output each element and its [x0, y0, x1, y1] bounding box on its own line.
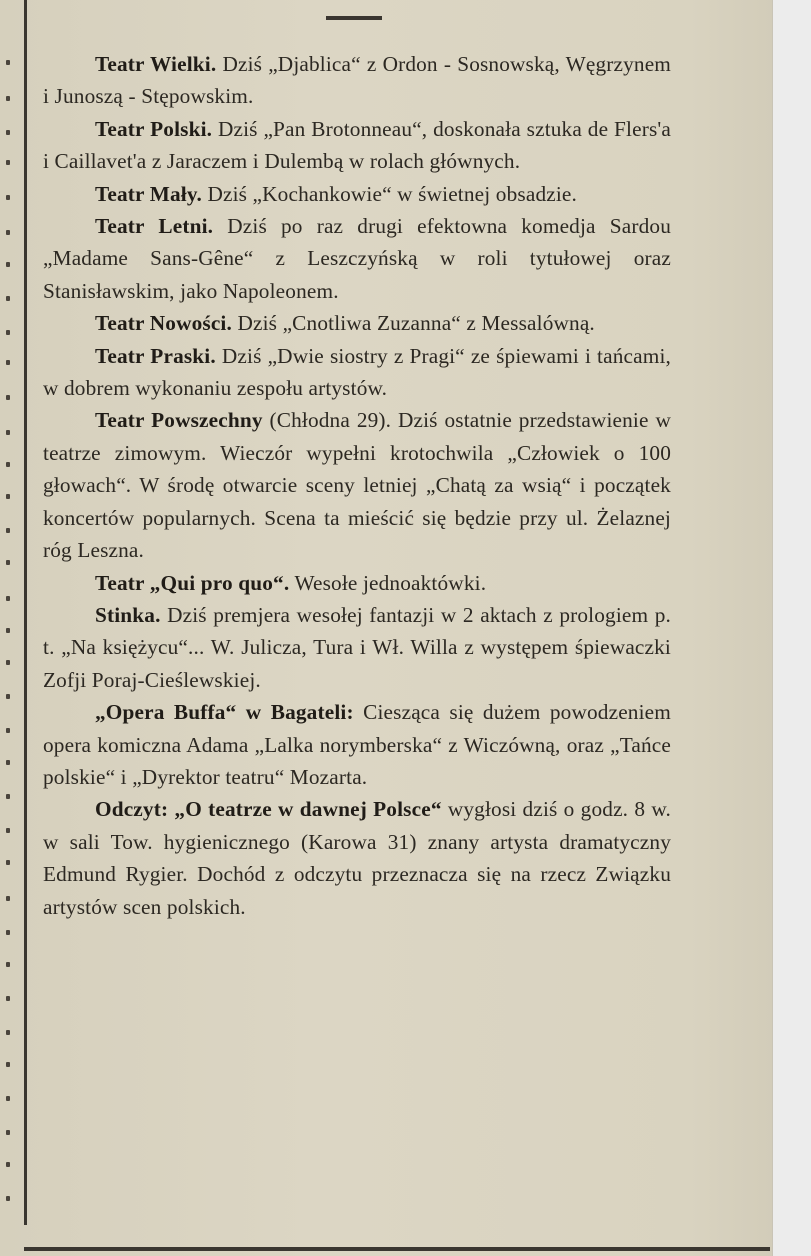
notice-text: Dziś „Djablica“ z Ordon - Sosnowską, Węgrzynem i Junoszą - Stępowskim. — [43, 52, 672, 109]
notice-lead: Teatr „Qui pro quo“. — [95, 570, 290, 595]
notice-text: Dziś premjera wesołej fantazji w 2 aktach z prologiem p. t. „Na księżycu“... W. Juliсza, Tura i Wł. Willa z występem śpiewaczki Zofji Poraj-Cieślewskiej. — [43, 602, 671, 692]
notice-text: wygłosi dziś o godz. 8 w. w sali Tow. hygienicznego (Karowa 31) znany artysta dramatyczny Edmund Rygier. Dochód z odczytu przeznacza się na rzecz Związku artystów scen polskich. — [43, 797, 671, 919]
notice-text: Dziś „Cnotliwa Zuzanna“ z Messalówną. — [237, 311, 595, 336]
notice-lead: „Opera Buffa“ w Bagateli: — [95, 700, 354, 725]
notice-odczyt — [43, 793, 671, 923]
notice-lead: Teatr Letni. — [95, 214, 214, 239]
notice-text: Dziś „Kochankowie“ w świetnej obsadzie. — [207, 181, 577, 206]
notice-text: Dziś „Dwie siostry z Pragi“ ze śpiewami i tańcami, w dobrem wykonaniu zespołu artystów. — [43, 343, 671, 401]
notice-lead: Teatr Powszechny — [95, 408, 263, 433]
notice-teatr-powszechny — [43, 404, 671, 566]
notice-lead: Teatr Praski. — [95, 343, 216, 368]
notice-qui-pro-quo — [43, 567, 671, 599]
section-divider — [326, 16, 382, 20]
page-margin — [772, 0, 811, 1256]
notice-lead: Odczyt: „O teatrze w dawnej Polsce“ — [95, 797, 442, 822]
notice-teatr-polski — [43, 113, 671, 178]
notice-text: (Chłodna 29). Dziś ostatnie przedstawienie w teatrze zimowym. Wieczór wypełni krotochwila „Człowiek o 100 głowach“. W środę otwarcie sceny letniej „Chatą za wsią“ i początek koncertów popularnych. Scena ta mieścić się będzie przy ul. Żelaznej róg Leszna. — [43, 408, 671, 563]
notice-lead: Teatr Nowości. — [95, 311, 232, 336]
notice-text: Ciesząca się dużem powodzeniem opera komiczna Adama „Lalka norymberska“ z Wiczówną, oraz „Tańce polskie“ i „Dyrektor teatru“ Mozarta. — [43, 700, 671, 789]
notice-teatr-wielki — [43, 48, 671, 113]
notice-teatr-nowosci — [43, 307, 671, 339]
notice-lead: Teatr Polski. — [95, 116, 213, 141]
notice-opera-buffa — [43, 696, 671, 793]
notice-teatr-letni — [43, 210, 671, 307]
notice-stinka — [43, 599, 671, 696]
notice-lead: Teatr Wielki. — [95, 52, 217, 76]
bottom-rule — [24, 1247, 770, 1251]
notice-lead: Teatr Mały. — [95, 181, 202, 206]
column-rule — [24, 0, 27, 1225]
notice-text: Wesołe jednoaktówki. — [294, 570, 487, 595]
notice-teatr-praski — [43, 340, 671, 405]
notice-teatr-maly — [43, 178, 671, 210]
notice-text: Dziś „Pan Brotonneau“, doskonała sztuka de Flers'a i Caillavet'a z Jaraczem i Dulembą w rolach głównych. — [43, 116, 671, 174]
notice-lead: Stinka. — [95, 602, 161, 627]
theatre-notices-column — [43, 48, 671, 923]
notice-text: Dziś po raz drugi efektowna komedja Sardou „Madame Sans-Gêne“ z Leszczyńską w roli tytułowej oraz Stanisławskim, jako Napoleonem. — [43, 214, 671, 303]
